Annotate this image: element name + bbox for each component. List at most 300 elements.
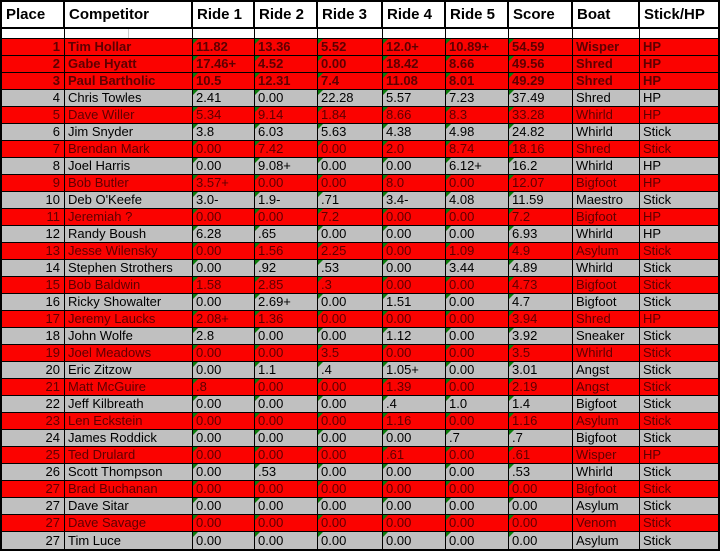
ride3-cell[interactable]: 0.00: [318, 447, 383, 463]
competitor-cell[interactable]: Jeff Kilbreath: [65, 396, 193, 412]
ride4-cell[interactable]: 2.0: [383, 141, 446, 157]
score-cell[interactable]: 4.89: [509, 260, 573, 276]
competitor-cell[interactable]: Bob Baldwin: [65, 277, 193, 293]
score-cell[interactable]: 16.2: [509, 158, 573, 174]
boat-cell[interactable]: Bigfoot: [573, 396, 640, 412]
stick-hp-cell[interactable]: Stick: [643, 362, 672, 377]
ride2-cell[interactable]: 0.00: [255, 515, 318, 531]
stick-hp-cell[interactable]: HP: [643, 39, 662, 54]
place-cell[interactable]: 11: [2, 209, 65, 225]
ride5-cell[interactable]: 0.00: [446, 362, 509, 378]
place-cell[interactable]: 27: [2, 498, 65, 514]
ride5-cell[interactable]: 0.00: [446, 532, 509, 549]
stick-hp-cell[interactable]: Stick: [643, 260, 672, 275]
ride5-cell[interactable]: 0.00: [446, 311, 509, 327]
score-cell[interactable]: 3.94: [509, 311, 573, 327]
ride4-cell[interactable]: 18.42: [383, 56, 446, 72]
ride1-cell[interactable]: 0.00: [193, 362, 255, 378]
ride1-cell[interactable]: 3.0-: [193, 192, 255, 208]
ride1-cell[interactable]: 0.00: [193, 447, 255, 463]
ride2-cell[interactable]: 0.00: [255, 209, 318, 225]
boat-cell[interactable]: Bigfoot: [573, 430, 640, 446]
ride1-cell[interactable]: 0.00: [193, 464, 255, 480]
ride1-cell[interactable]: 17.46+: [193, 56, 255, 72]
place-cell[interactable]: 17: [2, 311, 65, 327]
ride3-cell[interactable]: .4: [318, 362, 383, 378]
stick-hp-cell[interactable]: Stick: [643, 532, 672, 548]
ride4-cell[interactable]: 0.00: [383, 532, 446, 549]
boat-cell[interactable]: Shred: [573, 141, 640, 157]
ride5-cell[interactable]: 0.00: [446, 328, 509, 344]
competitor-cell[interactable]: Dave Willer: [65, 107, 193, 123]
ride1-cell[interactable]: 0.00: [193, 209, 255, 225]
ride2-cell[interactable]: 1.1: [255, 362, 318, 378]
blank-cell[interactable]: [65, 29, 193, 38]
blank-cell[interactable]: [509, 29, 573, 38]
score-cell[interactable]: 4.7: [509, 294, 573, 310]
ride5-cell[interactable]: 8.3: [446, 107, 509, 123]
score-cell[interactable]: 0.00: [509, 498, 573, 514]
score-cell[interactable]: 33.28: [509, 107, 573, 123]
place-cell[interactable]: 27: [2, 481, 65, 497]
ride4-cell[interactable]: 1.12: [383, 328, 446, 344]
score-cell[interactable]: 11.59: [509, 192, 573, 208]
ride3-cell[interactable]: 0.00: [318, 430, 383, 446]
ride1-cell[interactable]: 0.00: [193, 294, 255, 310]
ride3-cell[interactable]: 0.00: [318, 175, 383, 191]
ride5-cell[interactable]: 8.01: [446, 73, 509, 89]
boat-cell[interactable]: Angst: [573, 362, 640, 378]
header-ride3[interactable]: Ride 3: [318, 2, 383, 27]
score-cell[interactable]: 1.4: [509, 396, 573, 412]
stick-hp-cell[interactable]: HP: [643, 56, 662, 71]
competitor-cell[interactable]: Jim Snyder: [65, 124, 193, 140]
place-cell[interactable]: 14: [2, 260, 65, 276]
blank-cell[interactable]: [193, 29, 255, 38]
ride2-cell[interactable]: 7.42: [255, 141, 318, 157]
score-cell[interactable]: 0.00: [509, 481, 573, 497]
boat-cell[interactable]: Maestro: [573, 192, 640, 208]
competitor-cell[interactable]: Dave Sitar: [65, 498, 193, 514]
boat-cell[interactable]: Asylum: [573, 413, 640, 429]
ride1-cell[interactable]: 11.82: [193, 39, 255, 55]
ride1-cell[interactable]: 5.34: [193, 107, 255, 123]
header-boat[interactable]: Boat: [573, 2, 640, 27]
score-cell[interactable]: 4.73: [509, 277, 573, 293]
header-ride4[interactable]: Ride 4: [383, 2, 446, 27]
ride5-cell[interactable]: 1.09: [446, 243, 509, 259]
boat-cell[interactable]: Whirld: [573, 464, 640, 480]
ride5-cell[interactable]: 0.00: [446, 226, 509, 242]
stick-hp-cell[interactable]: Stick: [643, 243, 672, 258]
place-cell[interactable]: 13: [2, 243, 65, 259]
boat-cell[interactable]: Shred: [573, 90, 640, 106]
ride4-cell[interactable]: 3.4-: [383, 192, 446, 208]
score-cell[interactable]: 18.16: [509, 141, 573, 157]
boat-cell[interactable]: Asylum: [573, 532, 640, 549]
competitor-cell[interactable]: Gabe Hyatt: [65, 56, 193, 72]
ride3-cell[interactable]: 0.00: [318, 396, 383, 412]
stick-hp-cell[interactable]: Stick: [643, 498, 672, 513]
place-cell[interactable]: 26: [2, 464, 65, 480]
ride3-cell[interactable]: 0.00: [318, 226, 383, 242]
stick-hp-cell[interactable]: Stick: [643, 396, 672, 411]
ride1-cell[interactable]: 0.00: [193, 396, 255, 412]
ride3-cell[interactable]: 0.00: [318, 413, 383, 429]
boat-cell[interactable]: Wisper: [573, 39, 640, 55]
place-cell[interactable]: 12: [2, 226, 65, 242]
place-cell[interactable]: 20: [2, 362, 65, 378]
place-cell[interactable]: 1: [2, 39, 65, 55]
ride5-cell[interactable]: 0.00: [446, 379, 509, 395]
ride4-cell[interactable]: .4: [383, 396, 446, 412]
ride2-cell[interactable]: 0.00: [255, 532, 318, 549]
ride1-cell[interactable]: 0.00: [193, 430, 255, 446]
stick-hp-cell[interactable]: Stick: [643, 464, 672, 479]
ride5-cell[interactable]: 0.00: [446, 447, 509, 463]
boat-cell[interactable]: Bigfoot: [573, 481, 640, 497]
ride5-cell[interactable]: 0.00: [446, 209, 509, 225]
ride1-cell[interactable]: 0.00: [193, 141, 255, 157]
ride2-cell[interactable]: 0.00: [255, 328, 318, 344]
ride3-cell[interactable]: .53: [318, 260, 383, 276]
ride1-cell[interactable]: 3.8: [193, 124, 255, 140]
ride2-cell[interactable]: 0.00: [255, 481, 318, 497]
ride1-cell[interactable]: 0.00: [193, 532, 255, 549]
ride5-cell[interactable]: 0.00: [446, 515, 509, 531]
ride4-cell[interactable]: 1.39: [383, 379, 446, 395]
ride2-cell[interactable]: 0.00: [255, 396, 318, 412]
ride3-cell[interactable]: 3.5: [318, 345, 383, 361]
ride2-cell[interactable]: 9.14: [255, 107, 318, 123]
boat-cell[interactable]: Wisper: [573, 447, 640, 463]
ride4-cell[interactable]: 1.05+: [383, 362, 446, 378]
ride2-cell[interactable]: .92: [255, 260, 318, 276]
header-place[interactable]: Place: [2, 2, 65, 27]
ride2-cell[interactable]: 2.69+: [255, 294, 318, 310]
ride5-cell[interactable]: 0.00: [446, 481, 509, 497]
competitor-cell[interactable]: Jeremy Laucks: [65, 311, 193, 327]
boat-cell[interactable]: Sneaker: [573, 328, 640, 344]
stick-hp-cell[interactable]: Stick: [643, 413, 672, 428]
ride4-cell[interactable]: 0.00: [383, 260, 446, 276]
ride2-cell[interactable]: 1.56: [255, 243, 318, 259]
ride1-cell[interactable]: 2.08+: [193, 311, 255, 327]
boat-cell[interactable]: Whirld: [573, 107, 640, 123]
stick-hp-cell[interactable]: HP: [643, 107, 662, 122]
ride4-cell[interactable]: .61: [383, 447, 446, 463]
ride3-cell[interactable]: 22.28: [318, 90, 383, 106]
place-cell[interactable]: 10: [2, 192, 65, 208]
stick-hp-cell[interactable]: HP: [643, 447, 662, 462]
boat-cell[interactable]: Whirld: [573, 226, 640, 242]
ride5-cell[interactable]: 10.89+: [446, 39, 509, 55]
ride2-cell[interactable]: 0.00: [255, 413, 318, 429]
ride3-cell[interactable]: 5.52: [318, 39, 383, 55]
score-cell[interactable]: .7: [509, 430, 573, 446]
score-cell[interactable]: 3.01: [509, 362, 573, 378]
competitor-cell[interactable]: Ricky Showalter: [65, 294, 193, 310]
boat-cell[interactable]: Asylum: [573, 243, 640, 259]
ride5-cell[interactable]: 0.00: [446, 277, 509, 293]
ride2-cell[interactable]: 0.00: [255, 90, 318, 106]
score-cell[interactable]: 3.92: [509, 328, 573, 344]
blank-cell[interactable]: [640, 29, 718, 38]
stick-hp-cell[interactable]: Stick: [643, 294, 672, 309]
ride4-cell[interactable]: 0.00: [383, 430, 446, 446]
stick-hp-cell[interactable]: HP: [643, 209, 662, 224]
ride2-cell[interactable]: .65: [255, 226, 318, 242]
ride2-cell[interactable]: 12.31: [255, 73, 318, 89]
score-cell[interactable]: .61: [509, 447, 573, 463]
ride5-cell[interactable]: 8.66: [446, 56, 509, 72]
place-cell[interactable]: 24: [2, 430, 65, 446]
place-cell[interactable]: 9: [2, 175, 65, 191]
blank-cell[interactable]: [383, 29, 446, 38]
ride1-cell[interactable]: 0.00: [193, 498, 255, 514]
header-ride5[interactable]: Ride 5: [446, 2, 509, 27]
score-cell[interactable]: 1.16: [509, 413, 573, 429]
competitor-cell[interactable]: James Roddick: [65, 430, 193, 446]
ride3-cell[interactable]: .3: [318, 277, 383, 293]
stick-hp-cell[interactable]: Stick: [643, 192, 672, 207]
ride1-cell[interactable]: 0.00: [193, 158, 255, 174]
ride1-cell[interactable]: 2.8: [193, 328, 255, 344]
ride3-cell[interactable]: 0.00: [318, 311, 383, 327]
score-cell[interactable]: 12.07: [509, 175, 573, 191]
competitor-cell[interactable]: Joel Harris: [65, 158, 193, 174]
competitor-cell[interactable]: Tim Hollar: [65, 39, 193, 55]
boat-cell[interactable]: Bigfoot: [573, 277, 640, 293]
header-ride2[interactable]: Ride 2: [255, 2, 318, 27]
ride1-cell[interactable]: 6.28: [193, 226, 255, 242]
blank-cell[interactable]: [318, 29, 383, 38]
place-cell[interactable]: 27: [2, 515, 65, 531]
ride4-cell[interactable]: 8.0: [383, 175, 446, 191]
boat-cell[interactable]: Bigfoot: [573, 175, 640, 191]
ride2-cell[interactable]: 0.00: [255, 379, 318, 395]
ride4-cell[interactable]: 0.00: [383, 311, 446, 327]
ride2-cell[interactable]: 13.36: [255, 39, 318, 55]
ride3-cell[interactable]: 0.00: [318, 515, 383, 531]
ride1-cell[interactable]: 0.00: [193, 481, 255, 497]
competitor-cell[interactable]: Len Eckstein: [65, 413, 193, 429]
ride3-cell[interactable]: 0.00: [318, 294, 383, 310]
place-cell[interactable]: 22: [2, 396, 65, 412]
ride3-cell[interactable]: 5.63: [318, 124, 383, 140]
competitor-cell[interactable]: Randy Boush: [65, 226, 193, 242]
ride2-cell[interactable]: 0.00: [255, 498, 318, 514]
ride4-cell[interactable]: 5.57: [383, 90, 446, 106]
stick-hp-cell[interactable]: Stick: [643, 141, 672, 156]
ride4-cell[interactable]: 1.51: [383, 294, 446, 310]
place-cell[interactable]: 7: [2, 141, 65, 157]
ride3-cell[interactable]: 0.00: [318, 481, 383, 497]
ride4-cell[interactable]: 0.00: [383, 481, 446, 497]
ride4-cell[interactable]: 8.66: [383, 107, 446, 123]
ride4-cell[interactable]: 0.00: [383, 515, 446, 531]
ride5-cell[interactable]: 7.23: [446, 90, 509, 106]
stick-hp-cell[interactable]: HP: [643, 226, 662, 241]
ride5-cell[interactable]: 3.44: [446, 260, 509, 276]
stick-hp-cell[interactable]: Stick: [643, 430, 672, 445]
competitor-cell[interactable]: Matt McGuire: [65, 379, 193, 395]
boat-cell[interactable]: Whirld: [573, 260, 640, 276]
stick-hp-cell[interactable]: HP: [643, 311, 662, 326]
boat-cell[interactable]: Whirld: [573, 158, 640, 174]
ride1-cell[interactable]: 10.5: [193, 73, 255, 89]
competitor-cell[interactable]: Paul Bartholic: [65, 73, 193, 89]
competitor-cell[interactable]: Brendan Mark: [65, 141, 193, 157]
stick-hp-cell[interactable]: Stick: [643, 481, 672, 496]
place-cell[interactable]: 16: [2, 294, 65, 310]
ride1-cell[interactable]: 2.41: [193, 90, 255, 106]
score-cell[interactable]: 6.93: [509, 226, 573, 242]
ride3-cell[interactable]: 7.2: [318, 209, 383, 225]
stick-hp-cell[interactable]: HP: [643, 175, 662, 190]
ride5-cell[interactable]: .7: [446, 430, 509, 446]
ride2-cell[interactable]: 2.85: [255, 277, 318, 293]
ride3-cell[interactable]: 7.4: [318, 73, 383, 89]
ride4-cell[interactable]: 0.00: [383, 498, 446, 514]
boat-cell[interactable]: Angst: [573, 379, 640, 395]
stick-hp-cell[interactable]: HP: [643, 158, 662, 173]
ride3-cell[interactable]: .71: [318, 192, 383, 208]
place-cell[interactable]: 8: [2, 158, 65, 174]
ride2-cell[interactable]: 0.00: [255, 447, 318, 463]
competitor-cell[interactable]: Scott Thompson: [65, 464, 193, 480]
ride1-cell[interactable]: 0.00: [193, 515, 255, 531]
place-cell[interactable]: 19: [2, 345, 65, 361]
ride3-cell[interactable]: 0.00: [318, 158, 383, 174]
competitor-cell[interactable]: Brad Buchanan: [65, 481, 193, 497]
ride4-cell[interactable]: 0.00: [383, 226, 446, 242]
place-cell[interactable]: 6: [2, 124, 65, 140]
header-stick-hp[interactable]: Stick/HP: [644, 6, 705, 23]
boat-cell[interactable]: Whirld: [573, 124, 640, 140]
stick-hp-cell[interactable]: Stick: [643, 277, 672, 292]
stick-hp-cell[interactable]: Stick: [643, 345, 672, 360]
boat-cell[interactable]: Shred: [573, 56, 640, 72]
blank-cell[interactable]: [573, 29, 640, 38]
competitor-cell[interactable]: Eric Zitzow: [65, 362, 193, 378]
ride4-cell[interactable]: 12.0+: [383, 39, 446, 55]
ride1-cell[interactable]: 0.00: [193, 243, 255, 259]
competitor-cell[interactable]: Deb O'Keefe: [65, 192, 193, 208]
competitor-cell[interactable]: Jeremiah ?: [65, 209, 193, 225]
ride1-cell[interactable]: 3.57+: [193, 175, 255, 191]
ride2-cell[interactable]: 0.00: [255, 175, 318, 191]
ride3-cell[interactable]: 0.00: [318, 379, 383, 395]
boat-cell[interactable]: Venom: [573, 515, 640, 531]
ride5-cell[interactable]: 4.08: [446, 192, 509, 208]
ride4-cell[interactable]: 0.00: [383, 277, 446, 293]
blank-cell[interactable]: [446, 29, 509, 38]
boat-cell[interactable]: Shred: [573, 73, 640, 89]
blank-cell[interactable]: [255, 29, 318, 38]
competitor-cell[interactable]: Bob Butler: [65, 175, 193, 191]
score-cell[interactable]: .53: [509, 464, 573, 480]
place-cell[interactable]: 4: [2, 90, 65, 106]
score-cell[interactable]: 54.59: [509, 39, 573, 55]
score-cell[interactable]: 24.82: [509, 124, 573, 140]
ride4-cell[interactable]: 0.00: [383, 243, 446, 259]
boat-cell[interactable]: Shred: [573, 311, 640, 327]
place-cell[interactable]: 25: [2, 447, 65, 463]
ride2-cell[interactable]: .53: [255, 464, 318, 480]
boat-cell[interactable]: Asylum: [573, 498, 640, 514]
score-cell[interactable]: 2.19: [509, 379, 573, 395]
ride4-cell[interactable]: 0.00: [383, 345, 446, 361]
ride4-cell[interactable]: 0.00: [383, 158, 446, 174]
place-cell[interactable]: 2: [2, 56, 65, 72]
competitor-cell[interactable]: Joel Meadows: [65, 345, 193, 361]
score-cell[interactable]: 7.2: [509, 209, 573, 225]
ride3-cell[interactable]: 1.84: [318, 107, 383, 123]
stick-hp-cell[interactable]: Stick: [643, 379, 672, 394]
score-cell[interactable]: 49.56: [509, 56, 573, 72]
ride5-cell[interactable]: 4.98: [446, 124, 509, 140]
ride3-cell[interactable]: 0.00: [318, 532, 383, 549]
stick-hp-cell[interactable]: HP: [643, 90, 662, 105]
ride5-cell[interactable]: 0.00: [446, 413, 509, 429]
ride4-cell[interactable]: 1.16: [383, 413, 446, 429]
ride5-cell[interactable]: 0.00: [446, 345, 509, 361]
header-competitor[interactable]: Competitor: [65, 2, 193, 27]
ride5-cell[interactable]: 0.00: [446, 294, 509, 310]
ride2-cell[interactable]: 6.03: [255, 124, 318, 140]
ride2-cell[interactable]: 1.36: [255, 311, 318, 327]
boat-cell[interactable]: Bigfoot: [573, 209, 640, 225]
ride3-cell[interactable]: 0.00: [318, 56, 383, 72]
ride5-cell[interactable]: 0.00: [446, 464, 509, 480]
place-cell[interactable]: 21: [2, 379, 65, 395]
competitor-cell[interactable]: Stephen Strothers: [65, 260, 193, 276]
ride4-cell[interactable]: 4.38: [383, 124, 446, 140]
score-cell[interactable]: 37.49: [509, 90, 573, 106]
place-cell[interactable]: 18: [2, 328, 65, 344]
ride2-cell[interactable]: 0.00: [255, 430, 318, 446]
place-cell[interactable]: 5: [2, 107, 65, 123]
stick-hp-cell[interactable]: Stick: [643, 515, 672, 530]
competitor-cell[interactable]: Chris Towles: [65, 90, 193, 106]
header-score[interactable]: Score: [509, 2, 573, 27]
ride4-cell[interactable]: 0.00: [383, 209, 446, 225]
place-cell[interactable]: 15: [2, 277, 65, 293]
header-ride1[interactable]: Ride 1: [193, 2, 255, 27]
ride5-cell[interactable]: 0.00: [446, 175, 509, 191]
competitor-cell[interactable]: John Wolfe: [65, 328, 193, 344]
ride5-cell[interactable]: 1.0: [446, 396, 509, 412]
ride1-cell[interactable]: 0.00: [193, 260, 255, 276]
ride4-cell[interactable]: 11.08: [383, 73, 446, 89]
ride2-cell[interactable]: 4.52: [255, 56, 318, 72]
competitor-cell[interactable]: Ted Drulard: [65, 447, 193, 463]
ride5-cell[interactable]: 0.00: [446, 498, 509, 514]
competitor-cell[interactable]: Dave Savage: [65, 515, 193, 531]
score-cell[interactable]: 49.29: [509, 73, 573, 89]
ride1-cell[interactable]: 0.00: [193, 413, 255, 429]
ride3-cell[interactable]: 2.25: [318, 243, 383, 259]
score-cell[interactable]: 0.00: [509, 532, 573, 549]
score-cell[interactable]: 4.9: [509, 243, 573, 259]
boat-cell[interactable]: Whirld: [573, 345, 640, 361]
ride2-cell[interactable]: 9.08+: [255, 158, 318, 174]
ride5-cell[interactable]: 8.74: [446, 141, 509, 157]
score-cell[interactable]: 3.5: [509, 345, 573, 361]
ride1-cell[interactable]: 0.00: [193, 345, 255, 361]
score-cell[interactable]: 0.00: [509, 515, 573, 531]
